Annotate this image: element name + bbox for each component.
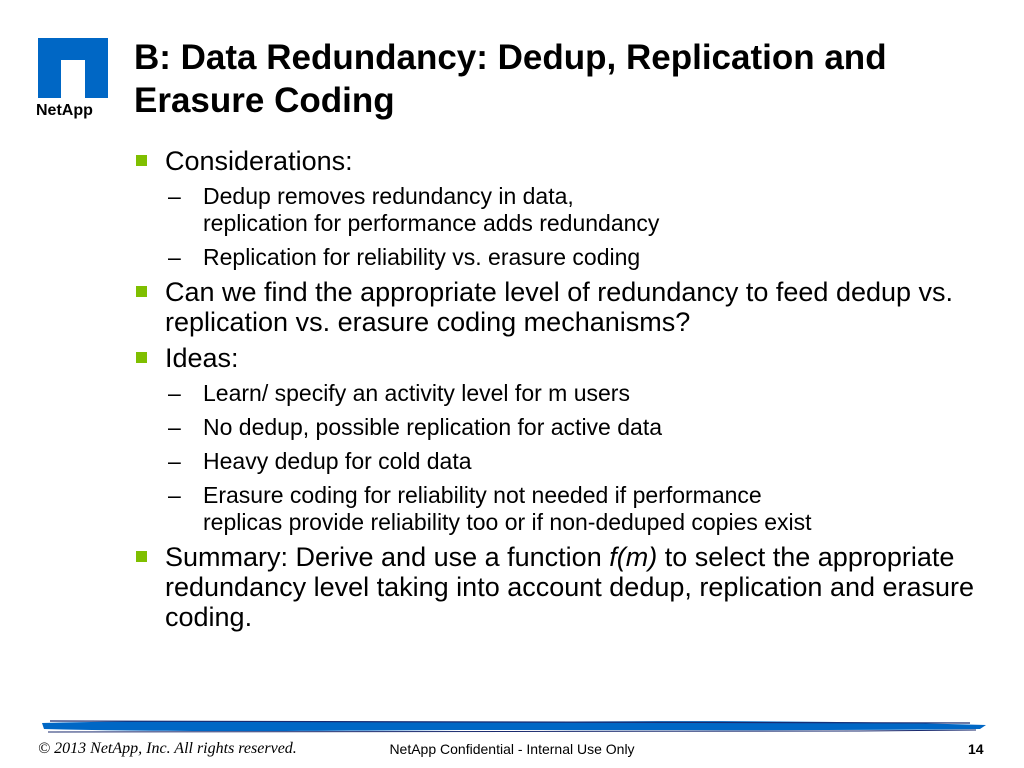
netapp-logo-icon bbox=[38, 38, 108, 98]
dash-marker: – bbox=[168, 380, 181, 406]
confidential-label: NetApp Confidential - Internal Use Only bbox=[389, 741, 635, 757]
bullet-text: Can we find the appropriate level of redundancy to feed dedup vs. replication vs. erasure coding mechanisms? bbox=[165, 277, 954, 337]
sub-bullet-text: Replication for reliability vs. erasure coding bbox=[203, 244, 641, 270]
square-bullet-icon bbox=[136, 352, 147, 363]
sub-bullet bbox=[134, 244, 994, 271]
page-number: 14 bbox=[968, 741, 984, 757]
bullet-text: Ideas: bbox=[165, 343, 239, 373]
footer-brush-bar bbox=[40, 717, 988, 735]
sub-bullet-text: Dedup removes redundancy in data, bbox=[203, 183, 574, 209]
bullet-considerations bbox=[134, 146, 994, 176]
sub-bullet-text: Erasure coding for reliability not needed if performance bbox=[203, 482, 762, 508]
dash-marker: – bbox=[168, 448, 181, 474]
dash-marker: – bbox=[168, 482, 181, 508]
square-bullet-icon bbox=[136, 155, 147, 166]
sub-bullet-text: replicas provide reliability too or if non-deduped copies exist bbox=[203, 509, 812, 535]
bullet-question bbox=[134, 277, 994, 337]
bullet-summary bbox=[134, 542, 994, 632]
square-bullet-icon bbox=[136, 286, 147, 297]
function-name: f(m) bbox=[609, 542, 658, 572]
copyright-notice: © 2013 NetApp, Inc. All rights reserved. bbox=[38, 740, 297, 757]
bullet-text: Considerations: bbox=[165, 146, 353, 176]
slide-content bbox=[134, 140, 994, 632]
dash-marker: – bbox=[168, 244, 181, 270]
sub-bullet-text: Heavy dedup for cold data bbox=[203, 448, 472, 474]
sub-bullet bbox=[134, 414, 994, 441]
sub-bullet bbox=[134, 482, 994, 536]
dash-marker: – bbox=[168, 183, 181, 209]
logo-wordmark: NetApp bbox=[36, 102, 93, 119]
bullet-text: to select the appropriate redundancy level taking into account dedup, replication and erasure coding. bbox=[165, 542, 975, 632]
sub-bullet-text: replication for performance adds redundancy bbox=[203, 210, 660, 236]
bullet-text: Summary: Derive and use a function bbox=[165, 542, 610, 572]
sub-bullet bbox=[134, 380, 994, 407]
sub-bullet-text: Learn/ specify an activity level for m users bbox=[203, 380, 630, 406]
sub-bullet bbox=[134, 448, 994, 475]
sub-bullet-text: No dedup, possible replication for active data bbox=[203, 414, 663, 440]
sub-bullet bbox=[134, 183, 994, 237]
square-bullet-icon bbox=[136, 551, 147, 562]
dash-marker: – bbox=[168, 414, 181, 440]
netapp-logo bbox=[36, 38, 116, 124]
slide-title: B: Data Redundancy: Dedup, Replication and Erasure Coding bbox=[134, 38, 887, 120]
bullet-ideas bbox=[134, 343, 994, 373]
